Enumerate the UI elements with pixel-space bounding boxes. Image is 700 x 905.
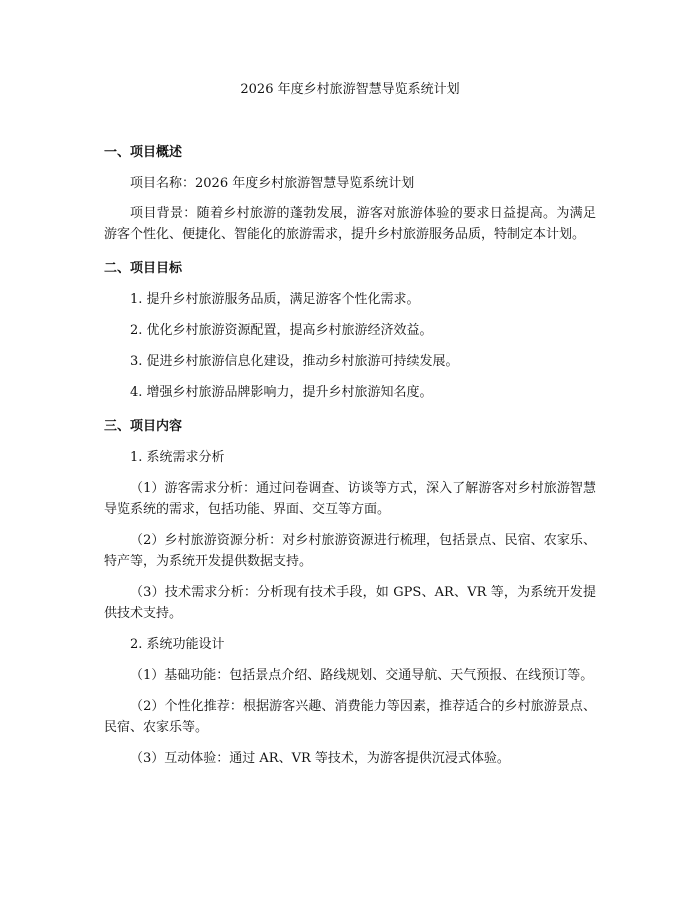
goal-item: 4. 增强乡村旅游品牌影响力，提升乡村旅游知名度。 [130, 385, 433, 400]
function-item: （1）基础功能：包括景点介绍、路线规划、交通导航、天气预报、在线预订等。 [130, 668, 594, 683]
document-title: 2026 年度乡村旅游智慧导览系统计划 [240, 82, 460, 97]
section-heading-content: 三、项目内容 [104, 419, 183, 434]
requirement-item: （2）乡村旅游资源分析：对乡村旅游资源进行梳理，包括景点、民宿、农家乐、特产等，为系统开发提供数据支持。 [104, 533, 596, 569]
section-heading-overview: 一、项目概述 [104, 145, 183, 160]
function-item: （2）个性化推荐：根据游客兴趣、消费能力等因素，推荐适合的乡村旅游景点、民宿、农家乐等。 [104, 699, 596, 735]
goal-item: 2. 优化乡村旅游资源配置，提高乡村旅游经济效益。 [130, 323, 433, 338]
project-name-paragraph: 项目名称：2026 年度乡村旅游智慧导览系统计划 [130, 176, 415, 191]
function-item: （3）互动体验：通过 AR、VR 等技术，为游客提供沉浸式体验。 [130, 751, 510, 766]
requirement-item: （1）游客需求分析：通过问卷调查、访谈等方式，深入了解游客对乡村旅游智慧导览系统的需求，包括功能、界面、交互等方面。 [104, 481, 596, 517]
subsection-title-requirements: 1. 系统需求分析 [130, 450, 225, 465]
project-background-paragraph: 项目背景：随着乡村旅游的蓬勃发展，游客对旅游体验的要求日益提高。为满足游客个性化、便捷化、智能化的旅游需求，提升乡村旅游服务品质，特制定本计划。 [104, 206, 596, 242]
section-heading-goals: 二、项目目标 [104, 261, 183, 276]
document-body [104, 143, 596, 779]
goal-item: 3. 促进乡村旅游信息化建设，推动乡村旅游可持续发展。 [130, 354, 459, 369]
requirement-item: （3）技术需求分析：分析现有技术手段，如 GPS、AR、VR 等，为系统开发提供技术支持。 [104, 585, 596, 621]
goal-item: 1. 提升乡村旅游服务品质，满足游客个性化需求。 [130, 292, 420, 307]
subsection-title-function-design: 2. 系统功能设计 [130, 637, 225, 652]
